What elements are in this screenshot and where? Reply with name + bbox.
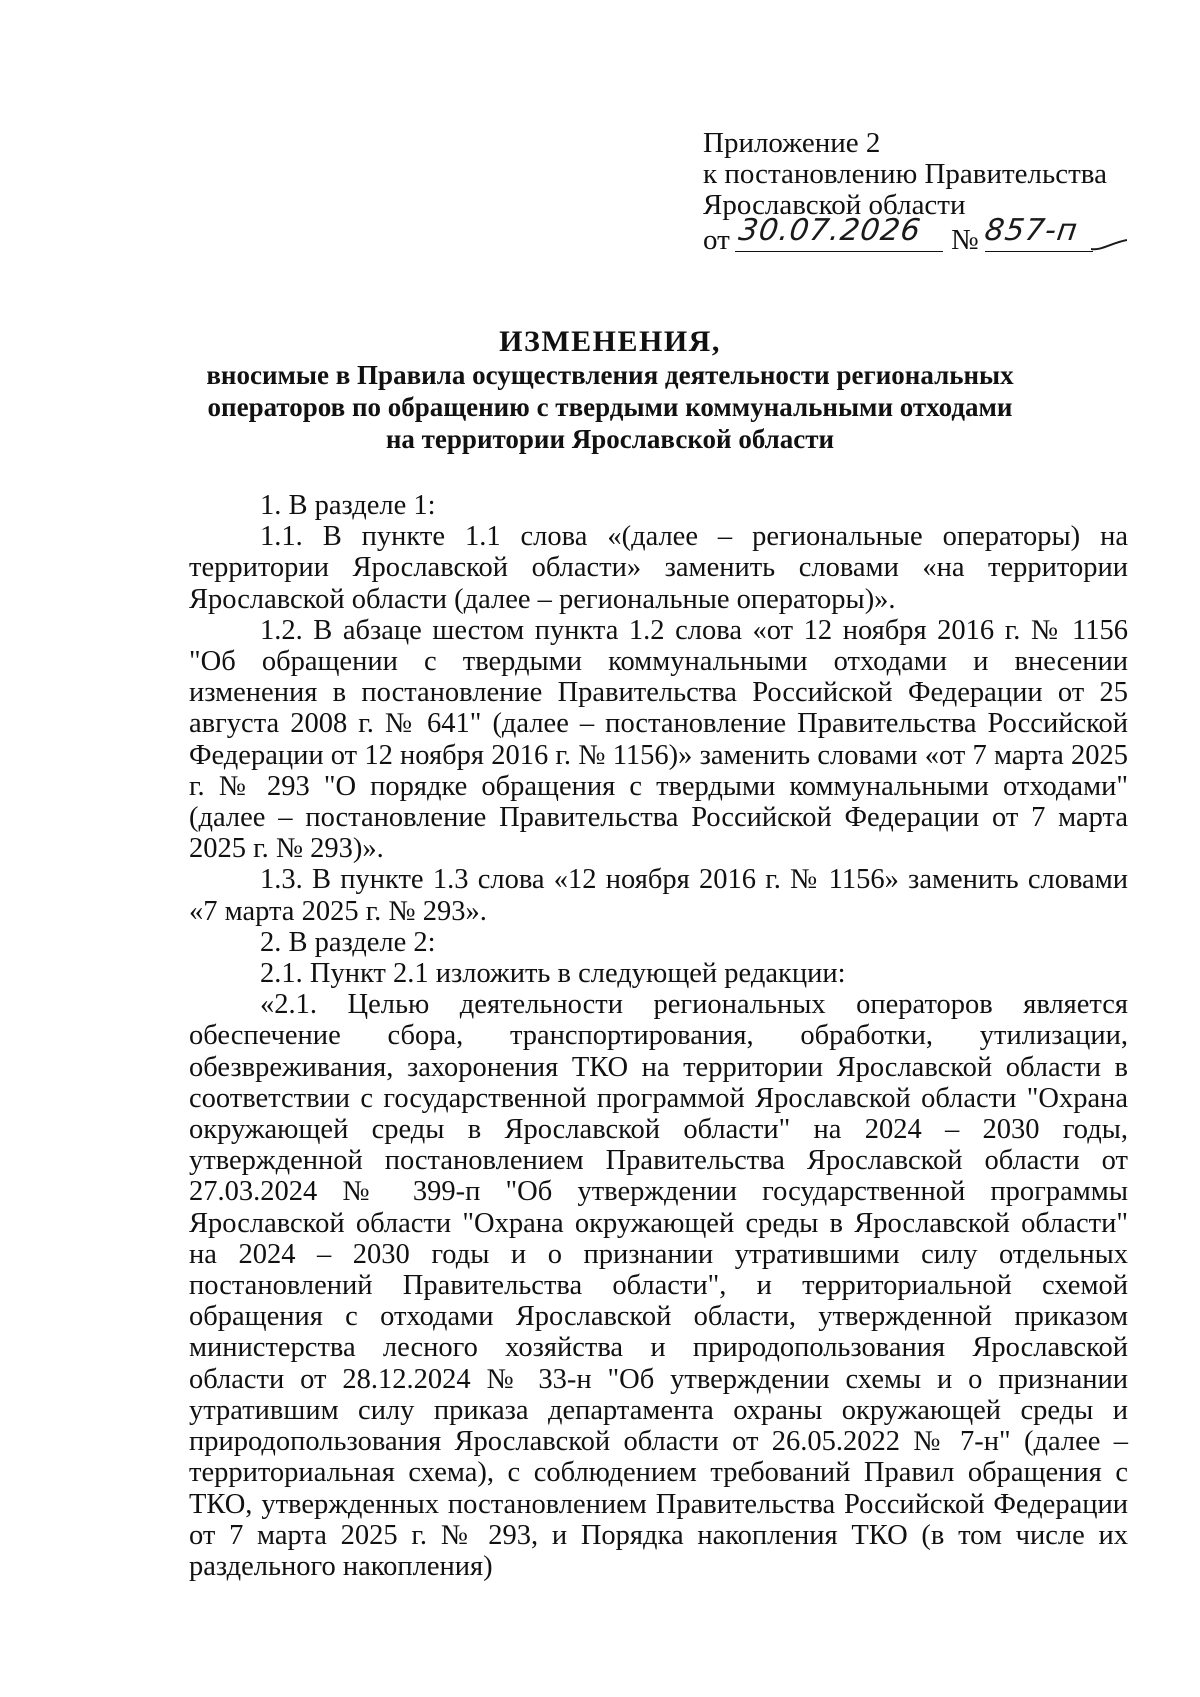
title-subtitle-line-1: вносимые в Правила осуществления деятельности региональных (206, 360, 1014, 390)
decree-date-number-line (703, 213, 1143, 256)
document-title (150, 325, 1070, 455)
title-subtitle-line-3: на территории Ярославской области (385, 424, 835, 454)
paragraph-section-1: 1. В разделе 1: (260, 490, 436, 521)
handwriting-flourish (1091, 239, 1127, 253)
paragraph-section-2: 2. В разделе 2: (260, 926, 436, 958)
handwritten-number: 857-п (982, 213, 1081, 248)
document-body (189, 490, 1128, 1582)
appendix-title: Приложение 2 (703, 127, 881, 159)
paragraph-1-3: 1.3. В пункте 1.3 слова «12 ноября 2016 г. № 1156» заменить словами «7 марта 2025 г. № 293». (189, 864, 1128, 927)
title-heading: ИЗМЕНЕНИЯ, (499, 325, 721, 358)
title-subtitle-line-2: операторов по обращению с твердыми коммунальными отходами (207, 392, 1013, 422)
paragraph-2-1-intro: 2.1. Пункт 2.1 изложить в следующей редакции: (260, 958, 846, 990)
paragraph-1-1: 1.1. В пункте 1.1 слова «(далее – региональные операторы) на территории Ярославской области» заменить словами «на территории Ярославской области (далее – региональные операторы)». (189, 521, 1128, 615)
paragraph-1-2: 1.2. В абзаце шестом пункта 1.2 слова «от 12 ноября 2016 г. № 1156 "Об обращении с твердыми коммунальными отходами и внесении изменения в постановление Правительства Российской Федерации от 25 августа 2008 г. № 641" (далее – постановление Правительства Российской Федерации от 12 ноября 2016 г. № 1156)» заменить словами «от 7 марта 2025 г. № 293 "О порядке обращения с твердыми коммунальными отходами" (далее – постановление Правительства Российской Федерации от 7 марта 2025 г. № 293)». (189, 614, 1128, 865)
appendix-region: Ярославской области (703, 189, 966, 221)
number-label: № (951, 224, 979, 256)
handwritten-date: 30.07.2026 (736, 213, 924, 248)
appendix-header (703, 128, 1143, 255)
appendix-reference: к постановлению Правительства (703, 158, 1107, 190)
paragraph-2-1-text: «2.1. Целью деятельности региональных операторов является обеспечение сбора, транспортирования, обработки, утилизации, обезвреживания, захоронения ТКО на территории Ярославской области в соответствии с государственной программой Ярославской области "Охрана окружающей среды в Ярославской области" на 2024 – 2030 годы, утвержденной постановлением Правительства Ярославской области от 27.03.2024 № 399-п "Об утверждении государственной программы Ярославской области "Охрана окружающей среды в Ярославской области" на 2024 – 2030 годы и о признании утратившими силу отдельных постановлений Правительства области", и территориальной схемой обращения с отходами Ярославской области, утвержденной приказом министерства лесного хозяйства и природопользования Ярославской области от 28.12.2024 № 33-н "Об утверждении схемы и о признании утратившим силу приказа департамента охраны окружающей среды и природопользования Ярославской области от 26.05.2022 № 7-н" (далее – территориальная схема), с соблюдением требований Правил обращения с ТКО, утвержденных постановлением Правительства Российской Федерации от 7 марта 2025 г. № 293, и Порядка накопления ТКО (в том числе их раздельного накопления) (189, 989, 1128, 1582)
from-label: от (703, 224, 730, 256)
